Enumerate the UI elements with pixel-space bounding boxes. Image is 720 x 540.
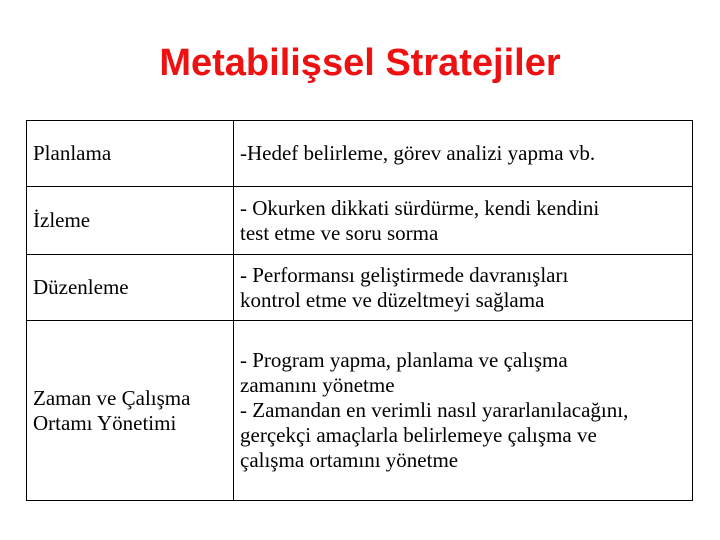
- table-row: [27, 187, 693, 255]
- strategy-description-cell: [234, 255, 693, 321]
- slide-title: Metabilişsel Stratejiler: [159, 42, 561, 84]
- strategy-description-line: -Hedef belirleme, görev analizi yapma vb.: [240, 141, 596, 165]
- strategy-description-line: zamanını yönetme: [240, 373, 395, 397]
- strategy-name-cell: [27, 121, 234, 187]
- strategy-description-line: - Zamandan en verimli nasıl yararlanılacağını,: [240, 398, 629, 422]
- strategy-name: Planlama: [33, 141, 112, 165]
- strategy-description-cell: [234, 187, 693, 255]
- strategy-name: Ortamı Yönetimi: [33, 410, 177, 435]
- table-row: [27, 121, 693, 187]
- strategy-description-line: - Performansı geliştirmede davranışları: [240, 262, 569, 287]
- strategy-name: Düzenleme: [33, 275, 129, 299]
- strategy-description-line: test etme ve soru sorma: [240, 220, 439, 245]
- strategies-table: [26, 120, 693, 501]
- strategy-name-cell: [27, 255, 234, 321]
- table-row: [27, 321, 693, 501]
- strategy-description-line: gerçekçi amaçlarla belirlemeye çalışma ve: [240, 423, 597, 447]
- strategy-description-line: çalışma ortamını yönetme: [240, 448, 459, 472]
- strategy-description-cell: [234, 321, 693, 501]
- strategy-description-line: - Program yapma, planlama ve çalışma: [240, 348, 568, 372]
- strategy-name: Zaman ve Çalışma: [33, 385, 191, 410]
- strategy-description-cell: [234, 121, 693, 187]
- table-row: [27, 255, 693, 321]
- strategy-description-line: kontrol etme ve düzeltmeyi sağlama: [240, 287, 545, 312]
- strategy-name-cell: [27, 187, 234, 255]
- strategy-name: İzleme: [33, 208, 91, 232]
- strategy-description-line: - Okurken dikkati sürdürme, kendi kendini: [240, 195, 600, 220]
- strategy-name-cell: [27, 321, 234, 501]
